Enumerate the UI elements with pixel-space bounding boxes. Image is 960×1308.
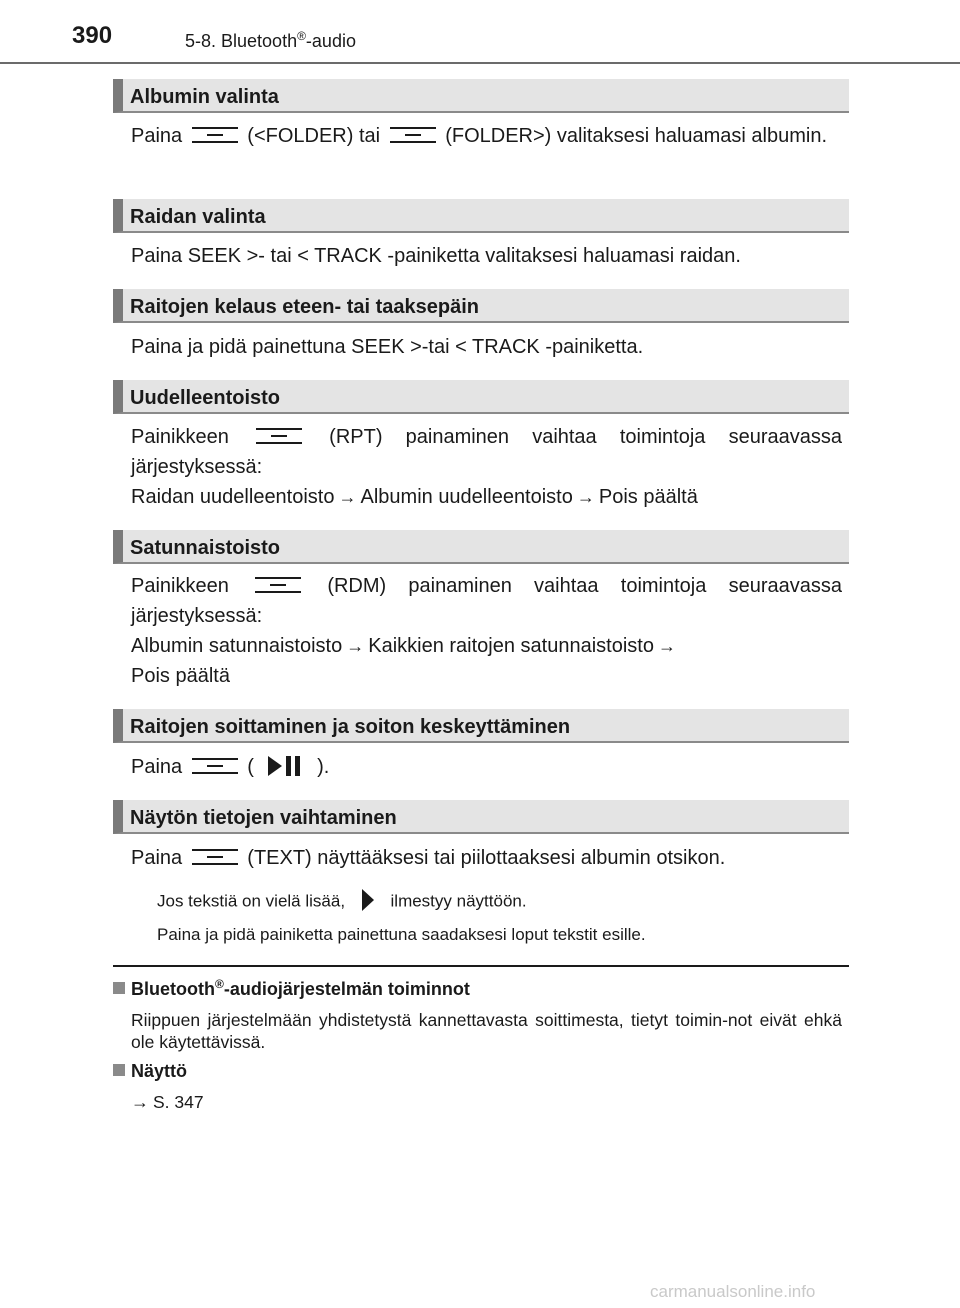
body-text: Painikkeen (131, 575, 229, 597)
section-body-seek: Paina ja pidä painettuna SEEK >-tai < TRACK -painiketta. (131, 336, 644, 358)
bullet-square-icon (113, 1064, 125, 1076)
body-text: (FOLDER>) valitaksesi haluamasi albumin. (445, 125, 828, 147)
section-body-random (131, 571, 842, 631)
section-body-album (131, 121, 842, 151)
section-title: Raitojen soittaminen ja soiton keskeyttäminen (130, 716, 571, 738)
watermark: carmanualsonline.info (650, 1282, 816, 1301)
display-note-1 (157, 889, 527, 915)
section-title: Albumin valinta (130, 86, 279, 108)
button-icon (192, 127, 238, 143)
section-title: Raitojen kelaus eteen- tai taaksepäin (130, 296, 480, 318)
section-title: Raidan valinta (130, 206, 266, 228)
body-text: ilmestyy näyttöön. (390, 891, 527, 911)
body-text: Paina (131, 125, 183, 147)
body-text: Painikkeen (131, 426, 229, 448)
page-reference-text[interactable]: S. 347 (153, 1092, 204, 1112)
section-heading-play (113, 709, 849, 743)
display-note-2: Paina ja pidä painiketta painettuna saadaksesi loput tekstit esille. (157, 925, 646, 944)
button-icon (255, 577, 301, 593)
section-heading-track (113, 199, 849, 233)
note-title-text: Bluetooth (131, 979, 215, 999)
notes-divider (113, 965, 849, 967)
section-title: Näytön tietojen vaihtaminen (130, 807, 397, 829)
sequence-step: Raidan uudelleentoisto (131, 486, 335, 508)
repeat-sequence (131, 482, 842, 512)
note-title-display (113, 1061, 187, 1082)
section-heading-random (113, 530, 849, 564)
page-reference[interactable] (131, 1091, 842, 1113)
body-text: Paina (131, 847, 183, 869)
button-icon (390, 127, 436, 143)
note-title-text: Näyttö (131, 1061, 188, 1081)
right-arrow-icon: → (338, 487, 357, 507)
sequence-step: Kaikkien raitojen satunnaistoisto (368, 635, 654, 657)
section-heading-seek (113, 289, 849, 323)
sequence-step: Albumin satunnaistoisto (131, 635, 343, 657)
sequence-step: Pois päältä (598, 486, 698, 508)
section-ref-text: 5-8. Bluetooth (185, 31, 298, 51)
section-heading-repeat (113, 380, 849, 414)
section-title: Uudelleentoisto (130, 387, 281, 409)
header-divider (0, 62, 960, 64)
section-body-repeat (131, 422, 842, 482)
section-heading-album (113, 79, 849, 113)
button-icon (192, 758, 238, 774)
body-text: Paina (131, 756, 183, 778)
button-icon (256, 428, 302, 444)
registered-mark: ® (297, 29, 306, 43)
note-title-suffix: -audiojärjestelmän toiminnot (223, 979, 470, 999)
random-sequence (131, 631, 842, 661)
body-text: (RDM) painaminen vaihtaa toimintoja seuraavassa järjestyksessä: (131, 575, 842, 627)
sequence-step: Albumin uudelleentoisto (360, 486, 573, 508)
play-pause-icon (266, 754, 306, 778)
random-sequence-end: Pois päältä (131, 665, 230, 687)
right-arrow-icon: → (657, 636, 676, 656)
section-heading-display (113, 800, 849, 834)
registered-mark: ® (214, 977, 224, 991)
body-text: ). (317, 756, 330, 778)
section-reference (185, 29, 356, 52)
bullet-square-icon (113, 982, 125, 994)
note-body-bluetooth: Riippuen järjestelmään yhdistetystä kannettavasta soittimesta, tietyt toimin-not eivät ehkä ole käytettävissä. (131, 1010, 842, 1052)
page-header (0, 0, 960, 64)
button-icon (192, 849, 238, 865)
body-text: (RPT) painaminen vaihtaa toimintoja seuraavassa järjestyksessä: (131, 426, 842, 478)
note-title-bluetooth (113, 977, 470, 1000)
body-text: Jos tekstiä on vielä lisää, (157, 891, 346, 911)
page-number: 390 (72, 22, 113, 49)
right-arrow-icon: → (346, 636, 365, 656)
body-text: (<FOLDER) tai (247, 125, 381, 147)
continuation-arrow-icon (360, 887, 376, 913)
section-ref-suffix: -audio (305, 31, 356, 51)
section-body-track: Paina SEEK >- tai < TRACK -painiketta valitaksesi haluamasi raidan. (131, 245, 741, 267)
right-arrow-icon: → (576, 487, 595, 507)
section-title: Satunnaistoisto (130, 537, 281, 559)
section-body-play (131, 752, 842, 782)
right-arrow-icon: → (131, 1092, 149, 1112)
body-text: (TEXT) näyttääksesi tai piilottaaksesi albumin otsikon. (247, 847, 726, 869)
section-body-display (131, 843, 842, 873)
body-text: ( (247, 756, 254, 778)
